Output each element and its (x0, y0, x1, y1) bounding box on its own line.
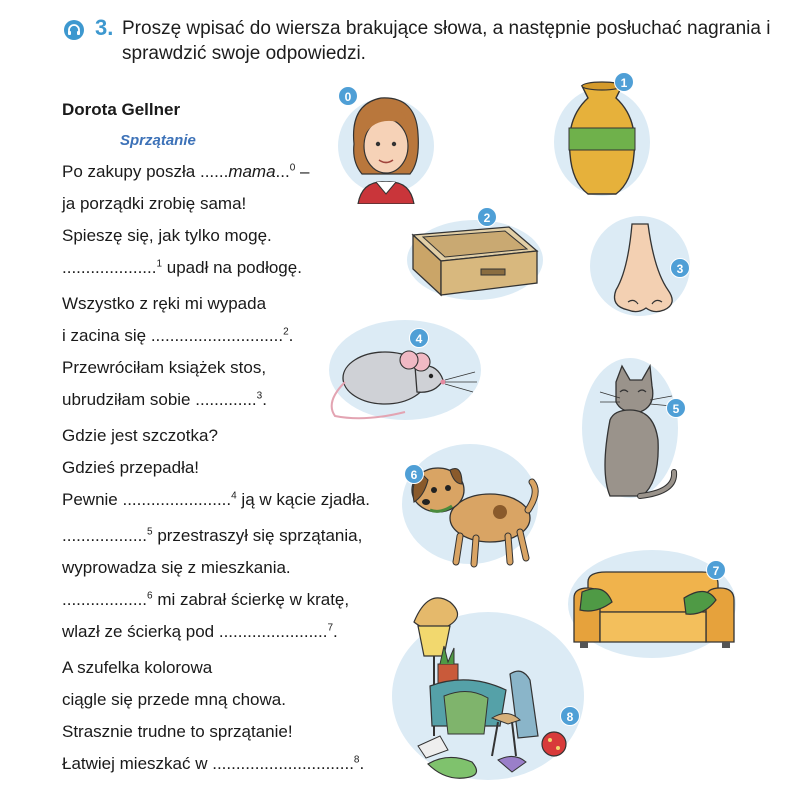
picture-number-badge: 8 (560, 706, 580, 726)
line-text: . (262, 390, 267, 409)
line-text: mi zabrał ścierkę w kratę, (152, 590, 350, 609)
vase-icon (552, 70, 652, 200)
poem-line-14 (62, 590, 349, 610)
poem-author: Dorota Gellner (62, 100, 181, 119)
poem-line-4 (62, 258, 302, 278)
picture-number-badge: 5 (666, 398, 686, 418)
poem-line-10: Gdzieś przepadła! (62, 458, 200, 477)
cat-icon (580, 352, 692, 502)
blank-answer-0[interactable]: mama (228, 162, 276, 181)
line-text: – (295, 162, 310, 181)
blank-number: 4 (231, 490, 237, 502)
picture-number-badge: 2 (477, 207, 497, 227)
blank-number: 5 (147, 526, 153, 538)
picture-woman (336, 84, 436, 204)
picture-number-badge: 4 (409, 328, 429, 348)
picture-vase (552, 70, 652, 200)
blank-5[interactable]: .................. (62, 526, 148, 545)
poem-line-13: wyprowadza się z mieszkania. (62, 558, 291, 577)
line-text: upadł na podłogę. (162, 258, 302, 277)
blank-1[interactable]: .................... (62, 258, 157, 277)
poem-title: Sprzątanie (120, 132, 196, 149)
poem-line-9: Gdzie jest szczotka? (62, 426, 218, 445)
picture-sofa (566, 548, 744, 660)
picture-number-badge: 0 (338, 86, 358, 106)
blank-number: 2 (283, 326, 289, 338)
blank-number: 7 (327, 622, 334, 634)
poem-line-12 (62, 526, 362, 546)
poem-line-18: Strasznie trudne to sprzątanie! (62, 722, 293, 741)
line-text: Pewnie (62, 490, 123, 509)
blank-number: 0 (289, 162, 296, 174)
exercise-number: 3. (95, 15, 114, 40)
blank-3[interactable]: ............. (195, 390, 257, 409)
line-text: Po zakupy poszła (62, 162, 200, 181)
picture-mouse (325, 312, 485, 427)
drawer-icon (405, 205, 545, 305)
line-text: . (333, 622, 338, 641)
mouse-icon (325, 312, 485, 427)
line-text: i zacina się (62, 326, 151, 345)
poem-line-19 (62, 754, 364, 774)
picture-cat (580, 352, 692, 502)
line-text: . (359, 754, 365, 773)
line-text: wlazł ze ścierką pod (62, 622, 219, 641)
poem-line-8 (62, 390, 267, 410)
blank-6[interactable]: .................. (62, 590, 148, 609)
picture-drawer (405, 205, 545, 305)
poem-line-6 (62, 326, 293, 346)
exercise-instruction: Proszę wpisać do wiersza brakujące słowa, a następnie posłuchać nagrania i sprawdzić swoje odpowiedzi. (122, 18, 771, 64)
picture-dog (400, 440, 548, 572)
poem-line-17: ciągle się przede mną chowa. (62, 690, 286, 709)
picture-nose (588, 210, 698, 320)
poem-line-3: Spieszę się, jak tylko mogę. (62, 226, 272, 245)
dog-icon (400, 440, 548, 572)
line-text: . (288, 326, 294, 345)
picture-number-badge: 3 (670, 258, 690, 278)
poem-line-7: Przewróciłam książek stos, (62, 358, 267, 377)
picture-number-badge: 7 (706, 560, 726, 580)
line-text: ją w kącie zjadła. (236, 490, 370, 509)
picture-number-badge: 1 (614, 72, 634, 92)
mess-icon (388, 586, 588, 784)
blank-8[interactable]: .............................. (212, 754, 354, 773)
line-text: przestraszył się sprzątania, (152, 526, 363, 545)
blank-dots: ... (275, 162, 290, 181)
blank-4[interactable]: ....................... (122, 490, 232, 509)
blank-number: 3 (256, 390, 263, 402)
poem-line-11 (62, 490, 370, 510)
blank-number: 1 (156, 258, 163, 270)
blank-7[interactable]: ....................... (218, 622, 328, 641)
poem-line-16: A szufelka kolorowa (62, 658, 213, 677)
line-text: Łatwiej mieszkać w (62, 754, 213, 773)
picture-messy-room (388, 586, 588, 784)
blank-dots: ...... (199, 162, 229, 181)
line-text: ubrudziłam sobie (62, 390, 196, 409)
poem-line-15 (62, 622, 338, 642)
picture-number-badge: 6 (404, 464, 424, 484)
blank-number: 8 (353, 754, 360, 766)
poem-line-1 (62, 162, 309, 182)
poem-line-2: ja porządki zrobię sama! (62, 194, 247, 213)
headphones-icon[interactable] (64, 20, 84, 40)
blank-number: 6 (147, 590, 153, 602)
poem-line-5: Wszystko z ręki mi wypada (62, 294, 267, 313)
blank-2[interactable]: ............................ (150, 326, 284, 345)
